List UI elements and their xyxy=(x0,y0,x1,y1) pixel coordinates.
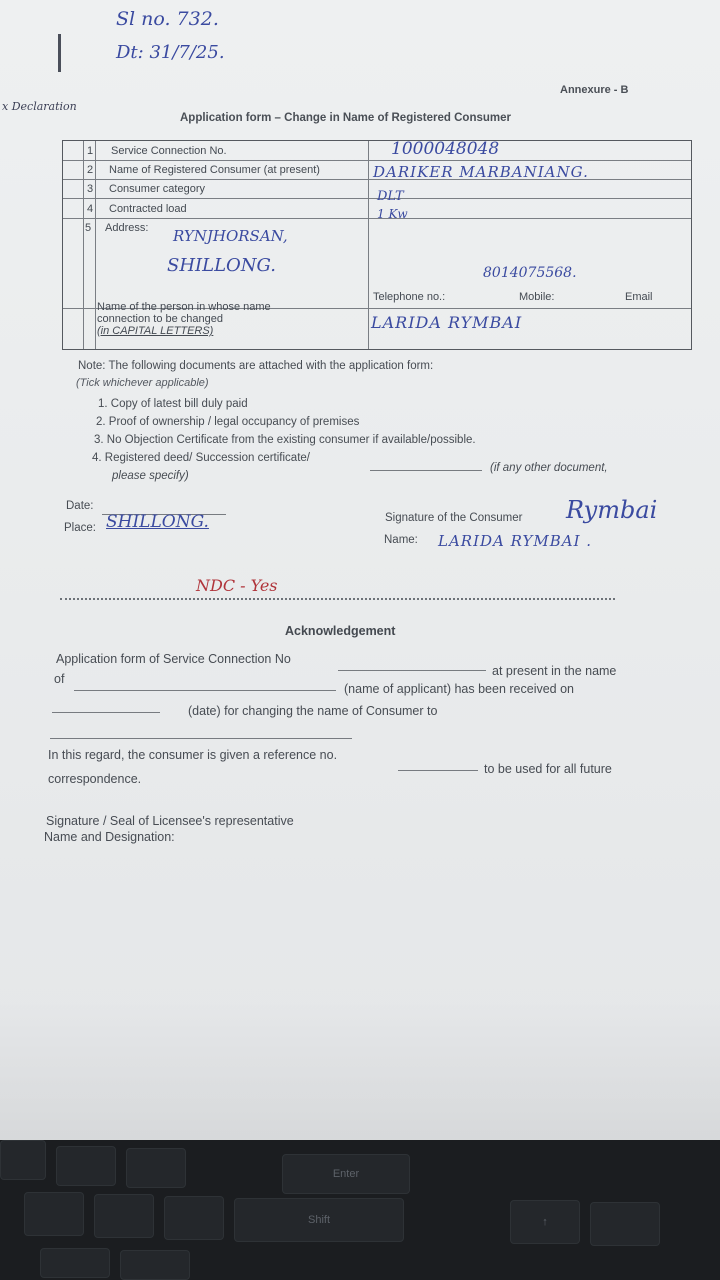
keyboard-key xyxy=(120,1250,190,1280)
new-name-label: Name of the person in whose name xyxy=(97,301,271,313)
consumer-signature: Rymbai xyxy=(566,496,658,524)
ack-text: (name of applicant) has been received on xyxy=(344,682,575,696)
handwritten-left-note: x Declaration xyxy=(2,100,77,113)
row-number: 2 xyxy=(87,164,94,176)
name-label: Name: xyxy=(384,534,418,546)
shift-key xyxy=(234,1198,404,1242)
handwritten-ndc: NDC - Yes xyxy=(196,576,278,595)
blank-line xyxy=(370,470,482,471)
email-label: Email xyxy=(625,291,653,303)
arrow-up-key: ↑ xyxy=(510,1200,580,1244)
ack-text: at present in the name xyxy=(492,664,617,678)
keyboard-key xyxy=(126,1148,186,1188)
keyboard-key xyxy=(24,1192,84,1236)
note-item: 2. Proof of ownership / legal occupancy of premises xyxy=(96,416,360,428)
licensee-name-label: Name and Designation: xyxy=(44,830,175,844)
note-item: 1. Copy of latest bill duly paid xyxy=(98,398,248,410)
row-number: 3 xyxy=(87,183,94,195)
handwritten-date: Dt: 31/7/25. xyxy=(116,42,225,63)
handwritten-consumer-name: DARIKER MARBANIANG. xyxy=(373,163,589,181)
form-title: Application form – Change in Name of Registered Consumer xyxy=(180,112,511,124)
note-other-doc: (if any other document, xyxy=(490,462,608,474)
column-divider xyxy=(368,141,369,349)
signature-label: Signature of the Consumer xyxy=(385,512,523,524)
keyboard-background xyxy=(0,1140,720,1280)
ack-text: (date) for changing the name of Consumer to xyxy=(188,704,438,718)
note-please-specify: please specify) xyxy=(112,470,189,482)
blank-line xyxy=(338,670,486,671)
shift-key-label: Shift xyxy=(307,1214,330,1226)
row-label: Name of Registered Consumer (at present) xyxy=(109,164,320,176)
blank-line xyxy=(52,712,160,713)
handwritten-category: DLT xyxy=(377,189,404,204)
ack-text: Application form of Service Connection No xyxy=(56,652,291,666)
place-label: Place: xyxy=(64,522,96,534)
handwritten-place: SHILLONG. xyxy=(106,512,209,532)
consumer-details-table xyxy=(62,140,692,350)
ack-text: In this regard, the consumer is given a reference no. xyxy=(48,748,338,762)
licensee-signature-label: Signature / Seal of Licensee's representative xyxy=(46,814,294,828)
blank-line xyxy=(398,770,478,771)
enter-key xyxy=(282,1154,410,1194)
handwritten-service-no: 1000048048 xyxy=(391,139,500,159)
row-label: Service Connection No. xyxy=(111,145,227,157)
column-divider xyxy=(83,141,84,349)
column-divider xyxy=(95,141,96,349)
mobile-label: Mobile: xyxy=(519,291,555,303)
blank-line xyxy=(74,690,336,691)
keyboard-key xyxy=(590,1202,660,1246)
row-number: 4 xyxy=(87,203,94,215)
note-item: 3. No Objection Certificate from the existing consumer if available/possible. xyxy=(94,434,476,446)
note-item: 4. Registered deed/ Succession certificate/ xyxy=(92,452,310,464)
handwritten-address-1: RYNJHORSAN, xyxy=(173,227,288,245)
ack-text: to be used for all future xyxy=(484,762,612,776)
ack-text: correspondence. xyxy=(48,772,142,786)
row-label: Address: xyxy=(105,222,149,234)
ack-text: of xyxy=(54,672,65,686)
row-label: Contracted load xyxy=(109,203,187,215)
note-title: Note: The following documents are attached with the application form: xyxy=(78,360,434,372)
keyboard-key xyxy=(94,1194,154,1238)
keyboard-key xyxy=(40,1248,110,1278)
blank-line xyxy=(50,738,352,739)
ack-title: Acknowledgement xyxy=(285,624,396,638)
enter-key-label: Enter xyxy=(332,1168,360,1180)
handwritten-new-name: LARIDA RYMBAI xyxy=(371,313,523,332)
keyboard-key xyxy=(0,1140,46,1180)
new-name-label: (in CAPITAL LETTERS) xyxy=(97,325,214,337)
note-tick: (Tick whichever applicable) xyxy=(76,377,209,389)
new-name-label: connection to be changed xyxy=(97,313,223,325)
margin-mark xyxy=(58,34,61,72)
row-label: Consumer category xyxy=(109,183,205,195)
keyboard-key xyxy=(164,1196,224,1240)
row-number: 5 xyxy=(85,222,92,234)
keyboard-key xyxy=(56,1146,116,1186)
date-label: Date: xyxy=(66,500,94,512)
row-number: 1 xyxy=(87,145,94,157)
cut-line xyxy=(60,598,615,600)
handwritten-serial: Sl no. 732. xyxy=(116,8,219,30)
annexure-label: Annexure - B xyxy=(560,84,629,96)
handwritten-signer-name: LARIDA RYMBAI . xyxy=(438,532,593,550)
handwritten-address-2: SHILLONG. xyxy=(167,255,277,276)
telephone-label: Telephone no.: xyxy=(373,291,446,303)
handwritten-mobile: 8014075568. xyxy=(483,265,577,281)
handwritten-load: 1 Kw xyxy=(377,207,408,221)
